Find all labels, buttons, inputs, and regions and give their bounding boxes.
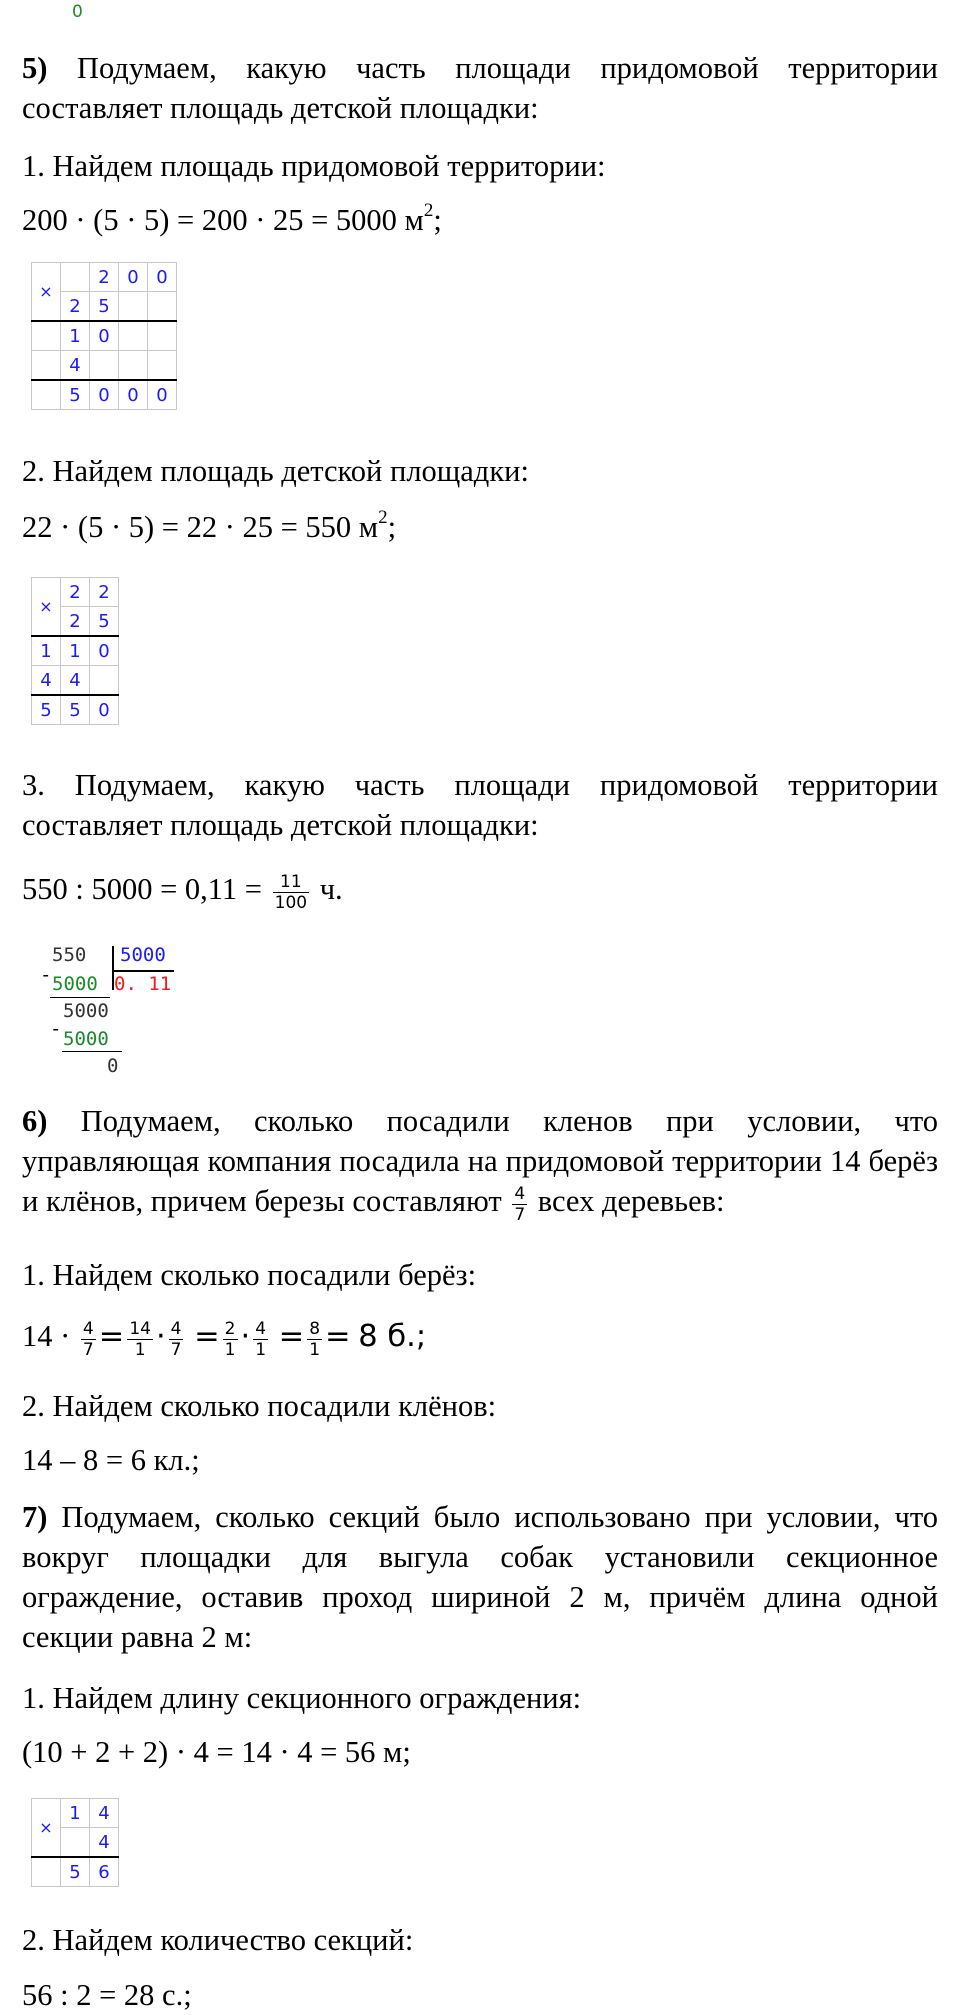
section-7-equation-1: (10 + 2 + 2) · 4 = 14 · 4 = 56 м; — [22, 1735, 411, 1769]
section-6-intro: 6) Подумаем, сколько посадили кленов при условии, что управляющая компания посадила на придомовой территории 14 берёз и клёнов, причем березы составляют $\frac{4}{7}$ всех деревьев: — [22, 1104, 938, 1225]
section-6-equation-2: 14 – 8 = 6 кл.; — [22, 1443, 200, 1477]
fraction-11-100: $\frac{11}{100}$ — [274, 871, 308, 913]
long-division-550-by-5000: 550 5000 - 5000 0. 11 5000 - 5000 0 — [38, 944, 178, 1084]
fraction-4-7: $\frac{4}{7}$ — [514, 1183, 526, 1225]
section-5-equation-3: 550 : 5000 = 0,11 = $\frac{11}{100}$ ч. — [22, 871, 343, 913]
section-5-step-3: 3. Подумаем, какую часть площади придомовой территории составляет площадь детской площадки: — [22, 768, 938, 842]
fraction: $\frac{14}{1}$ — [129, 1318, 151, 1360]
subtraction-line-2 — [62, 1051, 122, 1052]
section-5-equation-1: 200 · (5 · 5) = 200 · 25 = 5000 $м^2$; — [22, 199, 442, 237]
section-6-step-2: 2. Найдем сколько посадили клёнов: — [22, 1389, 497, 1423]
fraction: $\frac{2}{1}$ — [224, 1318, 236, 1360]
section-6-step-1: 1. Найдем сколько посадили берёз: — [22, 1258, 477, 1292]
fraction: $\frac{4}{7}$ — [82, 1318, 94, 1360]
multiplication-grid-22x25: × 2 2 2 5 1 1 0 4 4 5 5 0 — [31, 577, 119, 725]
section-7-step-2: 2. Найдем количество секций: — [22, 1923, 414, 1957]
multiplication-grid-14x4: × 1 4 4 5 6 — [31, 1798, 119, 1887]
section-5-intro: 5) Подумаем, какую часть площади придомовой территории составляет площадь детской площадки: — [22, 51, 938, 125]
subtraction-line-1 — [50, 997, 110, 998]
multiply-sign: × — [32, 1799, 61, 1858]
section-5-step-2: 2. Найдем площадь детской площадки: — [22, 454, 529, 488]
fraction: $\frac{8}{1}$ — [309, 1318, 321, 1360]
section-7-intro: 7) Подумаем, сколько секций было использовано при условии, что вокруг площадки для выгула собак установили секционное ограждение, оставив проход шириной 2 м, причём длина одной секции равна 2 м: — [22, 1500, 938, 1654]
division-bracket-horizontal — [114, 970, 174, 972]
section-5-step-1: 1. Найдем площадь придомовой территории: — [22, 149, 606, 183]
fraction: $\frac{4}{7}$ — [170, 1318, 182, 1360]
fraction: $\frac{4}{1}$ — [255, 1318, 267, 1360]
multiplication-grid-200x25: × 2 0 0 2 5 1 0 4 5 0 0 0 — [31, 262, 177, 410]
top-remainder-fragment: 0 — [72, 2, 83, 22]
multiply-sign: × — [32, 263, 61, 322]
multiply-sign: × — [32, 578, 61, 637]
section-7-equation-2: 56 : 2 = 28 с.; — [22, 1978, 192, 2012]
section-7-step-1: 1. Найдем длину секционного ограждения: — [22, 1681, 582, 1715]
section-5-equation-2: 22 · (5 · 5) = 22 · 25 = 550 $м^2$; — [22, 506, 397, 544]
section-6-equation-1: 14 · $\frac{4}{7}$ = $\frac{14}{1}$ · $\frac{4}{7}$ = $\frac{2}{1}$ · $\frac{4}{1}$ = $\frac{8}{1}$ = 8 б.; — [22, 1318, 427, 1360]
